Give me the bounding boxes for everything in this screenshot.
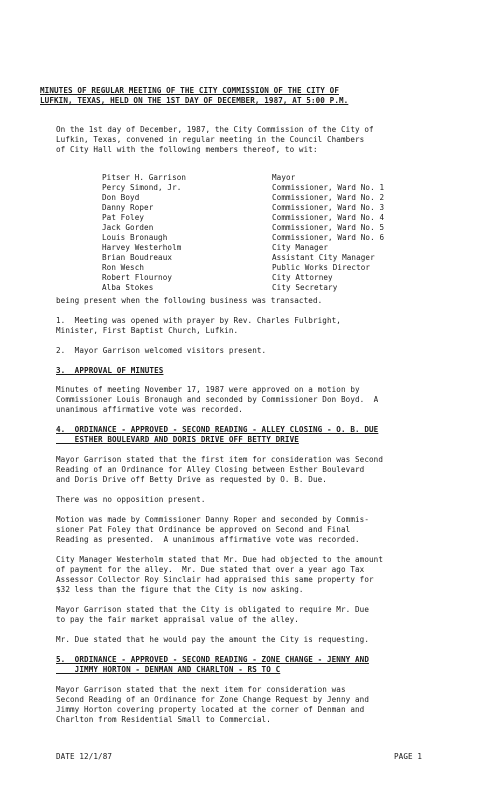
member-title: Commissioner, Ward No. 5: [272, 223, 385, 232]
item3-line-2: Commissioner Louis Bronaugh and seconded by Commissioner Don Boyd. A: [56, 395, 379, 404]
item2-line: 2. Mayor Garrison welcomed visitors present.: [56, 346, 267, 355]
present-line: being present when the following business was transacted.: [56, 296, 323, 305]
member-title: Commissioner, Ward No. 6: [272, 233, 385, 242]
member-name: Jack Gorden: [102, 223, 154, 232]
item4-heading-line-2: ESTHER BOULEVARD AND DORIS DRIVE OFF BETTY DRIVE: [56, 435, 299, 444]
member-name: Percy Simond, Jr.: [102, 183, 182, 192]
item3-heading: 3. APPROVAL OF MINUTES: [56, 366, 164, 375]
member-name: Harvey Westerholm: [102, 243, 182, 252]
item3-line-1: Minutes of meeting November 17, 1987 were approved on a motion by: [56, 385, 360, 394]
item4-p5-line-2: to pay the fair market appraisal value of the alley.: [56, 615, 299, 624]
item5-heading-line-1: 5. ORDINANCE - APPROVED - SECOND READING - ZONE CHANGE - JENNY AND: [56, 655, 370, 664]
member-title: Assistant City Manager: [272, 253, 375, 262]
heading-line-2: LUFKIN, TEXAS, HELD ON THE 1ST DAY OF DECEMBER, 1987, AT 5:00 P.M.: [40, 96, 349, 105]
item5-line-3: Jimmy Horton covering property located at the corner of Denman and: [56, 705, 365, 714]
item4-p4-line-4: $32 less than the figure that the City is now asking.: [56, 585, 304, 594]
item4-p2-line: There was no opposition present.: [56, 495, 206, 504]
member-title: Commissioner, Ward No. 1: [272, 183, 385, 192]
member-name: Ron Wesch: [102, 263, 145, 272]
heading-line-1: MINUTES OF REGULAR MEETING OF THE CITY COMMISSION OF THE CITY OF: [40, 86, 339, 95]
member-title: City Attorney: [272, 273, 333, 282]
member-title: Commissioner, Ward No. 2: [272, 193, 385, 202]
item4-p1-line-2: Reading of an Ordinance for Alley Closing between Esther Boulevard: [56, 465, 365, 474]
intro-line-2: Lufkin, Texas, convened in regular meeting in the Council Chambers: [56, 135, 365, 144]
item1-line-1: 1. Meeting was opened with prayer by Rev. Charles Fulbright,: [56, 316, 341, 325]
item3-line-3: unanimous affirmative vote was recorded.: [56, 405, 243, 414]
item4-heading-line-1: 4. ORDINANCE - APPROVED - SECOND READING - ALLEY CLOSING - O. B. DUE: [56, 425, 379, 434]
item4-p3-line-1: Motion was made by Commissioner Danny Roper and seconded by Commis-: [56, 515, 370, 524]
member-title: Mayor: [272, 173, 296, 182]
member-name: Alba Stokes: [102, 283, 154, 292]
member-name: Robert Flournoy: [102, 273, 173, 282]
item5-line-4: Charlton from Residential Small to Commercial.: [56, 715, 271, 724]
member-name: Pat Foley: [102, 213, 145, 222]
item4-p6-line: Mr. Due stated that he would pay the amount the City is requesting.: [56, 635, 370, 644]
item5-line-1: Mayor Garrison stated that the next item for consideration was: [56, 685, 346, 694]
member-name: Don Boyd: [102, 193, 140, 202]
item4-p4-line-2: of payment for the alley. Mr. Due stated that over a year ago Tax: [56, 565, 365, 574]
member-title: Commissioner, Ward No. 4: [272, 213, 385, 222]
item4-p4-line-3: Assessor Collector Roy Sinclair had appraised this same property for: [56, 575, 374, 584]
footer-page: PAGE 1: [394, 752, 423, 761]
member-title: Commissioner, Ward No. 3: [272, 203, 385, 212]
item4-p3-line-3: Reading as presented. A unanimous affirmative vote was recorded.: [56, 535, 360, 544]
member-title: City Manager: [272, 243, 329, 252]
item4-p1-line-3: and Doris Drive off Betty Drive as requested by O. B. Due.: [56, 475, 327, 484]
member-name: Louis Bronaugh: [102, 233, 168, 242]
item4-p5-line-1: Mayor Garrison stated that the City is obligated to require Mr. Due: [56, 605, 370, 614]
item1-line-2: Minister, First Baptist Church, Lufkin.: [56, 326, 239, 335]
member-name: Brian Boudreaux: [102, 253, 173, 262]
intro-line-1: On the 1st day of December, 1987, the City Commission of the City of: [56, 125, 374, 134]
item5-heading-line-2: JIMMY HORTON - DENMAN AND CHARLTON - RS TO C: [56, 665, 281, 674]
member-title: Public Works Director: [272, 263, 371, 272]
member-name: Pitser H. Garrison: [102, 173, 187, 182]
item5-line-2: Second Reading of an Ordinance for Zone Change Request by Jenny and: [56, 695, 370, 704]
item4-p4-line-1: City Manager Westerholm stated that Mr. Due had objected to the amount: [56, 555, 384, 564]
member-title: City Secretary: [272, 283, 338, 292]
intro-line-3: of City Hall with the following members thereof, to wit:: [56, 145, 318, 154]
item4-p1-line-1: Mayor Garrison stated that the first item for consideration was Second: [56, 455, 384, 464]
member-name: Danny Roper: [102, 203, 154, 212]
footer-date: DATE 12/1/87: [56, 752, 113, 761]
item4-p3-line-2: sioner Pat Foley that Ordinance be approved on Second and Final: [56, 525, 351, 534]
